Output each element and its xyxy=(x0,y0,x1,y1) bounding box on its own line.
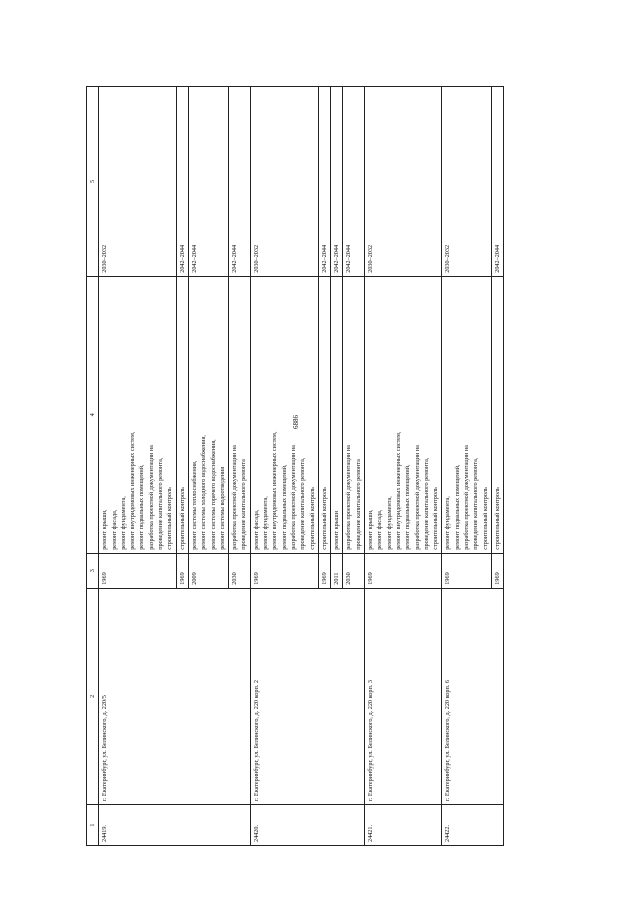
work-item: строительный контроль xyxy=(432,487,440,550)
year-cell: 2011 xyxy=(331,553,343,588)
work-item: проведение капитального ремонта, xyxy=(299,457,307,550)
work-item: разработка проектной документации на xyxy=(345,445,353,550)
record-number: 24420. xyxy=(250,805,364,846)
work-item: ремонт фундамента, xyxy=(119,496,127,550)
year-cell: 2030 xyxy=(229,553,251,588)
work-item: строительный контроль xyxy=(178,487,186,550)
header-col-4: 4 xyxy=(87,276,99,553)
repair-plan-table-wrapper xyxy=(86,86,594,846)
building-address: г. Екатеринбург, ул. Белинского, д. 220 корп. 3 xyxy=(365,588,442,804)
work-item: ремонт фундамента, xyxy=(262,496,270,550)
year-cell: 1969 xyxy=(491,553,503,588)
page-number: 6886 xyxy=(292,415,300,429)
work-item: ремонт системы водоотведения xyxy=(218,466,226,550)
year-cell: 2030 xyxy=(343,553,365,588)
works-cell xyxy=(365,276,442,553)
work-item: ремонт фасада, xyxy=(252,509,260,550)
work-item: строительный контроль xyxy=(493,487,501,550)
work-item: строительный контроль xyxy=(320,487,328,550)
work-item: ремонт подвальных помещений, xyxy=(453,464,461,550)
work-item: строительный контроль xyxy=(308,487,316,550)
period-cell: 2030–2032 xyxy=(365,87,442,277)
header-col-5: 5 xyxy=(87,87,99,277)
work-item: ремонт внутридомовых инженерных систем, xyxy=(394,431,402,550)
building-address: г. Екатеринбург, ул. Белинского, д. 220 корп. 6 xyxy=(442,588,504,804)
work-item: строительный контроль xyxy=(481,487,489,550)
period-cell: 2042–2044 xyxy=(318,87,330,277)
year-cell: 2009 xyxy=(188,553,228,588)
period-cell: 2030–2032 xyxy=(442,87,491,277)
building-address: г. Екатеринбург, ул. Белинского, д. 220/5 xyxy=(99,588,250,804)
works-cell xyxy=(250,276,318,553)
work-item: разработка проектной документации на xyxy=(289,445,297,550)
work-item: ремонт внутридомовых инженерных систем, xyxy=(271,431,279,550)
work-item: разработка проектной документации на xyxy=(413,445,421,550)
works-cell xyxy=(331,276,343,553)
work-item: ремонт крыши, xyxy=(367,509,375,550)
table-row xyxy=(250,87,318,846)
work-item: ремонт фундамента, xyxy=(385,496,393,550)
work-item: ремонт крыши, xyxy=(101,509,109,550)
table-row xyxy=(365,87,442,846)
period-cell: 2042–2044 xyxy=(176,87,188,277)
table-row xyxy=(442,87,491,846)
work-item: ремонт фасада, xyxy=(376,509,384,550)
period-cell: 2042–2044 xyxy=(331,87,343,277)
work-item: проведение капитального ремонта, xyxy=(157,457,165,550)
work-item: ремонт системы горячего водоснабжения, xyxy=(209,439,217,550)
table-body xyxy=(99,87,504,846)
work-item: разработка проектной документации на xyxy=(147,445,155,550)
work-item: проведение капитального ремонта, xyxy=(422,457,430,550)
year-cell: 1969 xyxy=(176,553,188,588)
record-number: 24419. xyxy=(99,805,250,846)
header-col-1: 1 xyxy=(87,805,99,846)
work-item: ремонт подвальных помещений, xyxy=(138,464,146,550)
work-item: ремонт фасада, xyxy=(110,509,118,550)
record-number: 24421. xyxy=(365,805,442,846)
period-cell: 2030–2032 xyxy=(99,87,176,277)
work-item: строительный контроль xyxy=(166,487,174,550)
year-cell: 1969 xyxy=(365,553,442,588)
work-item: ремонт системы холодного водоснабжения, xyxy=(200,435,208,550)
table-row xyxy=(99,87,176,846)
work-item: ремонт системы теплоснабжения, xyxy=(190,460,198,550)
works-cell xyxy=(176,276,188,553)
work-item: разработка проектной документации на xyxy=(462,445,470,550)
period-cell: 2042–2044 xyxy=(188,87,228,277)
work-item: ремонт фундамента, xyxy=(444,496,452,550)
works-cell xyxy=(229,276,251,553)
work-item: проведение капитального ремонта xyxy=(240,459,248,550)
works-cell xyxy=(442,276,491,553)
period-cell: 2042–2044 xyxy=(343,87,365,277)
period-cell: 2042–2044 xyxy=(491,87,503,277)
work-item: ремонт внутридомовых инженерных систем, xyxy=(129,431,137,550)
works-cell xyxy=(99,276,176,553)
header-row xyxy=(87,87,99,846)
works-cell xyxy=(188,276,228,553)
work-item: ремонт подвальных помещений, xyxy=(404,464,412,550)
work-item: разработка проектной документации на xyxy=(231,445,239,550)
period-cell: 2042–2044 xyxy=(229,87,251,277)
work-item: ремонт крыши xyxy=(333,511,341,550)
period-cell: 2030–2032 xyxy=(250,87,318,277)
work-item: проведение капитального ремонта xyxy=(354,459,362,550)
year-cell: 1969 xyxy=(318,553,330,588)
building-address: г. Екатеринбург, ул. Белинского, д. 220 корп. 2 xyxy=(250,588,364,804)
repair-plan-table xyxy=(86,86,504,846)
work-item: ремонт подвальных помещений, xyxy=(280,464,288,550)
header-col-2: 2 xyxy=(87,588,99,804)
year-cell: 1969 xyxy=(442,553,491,588)
record-number: 24422. xyxy=(442,805,504,846)
works-cell xyxy=(318,276,330,553)
works-cell xyxy=(343,276,365,553)
work-item: проведение капитального ремонта, xyxy=(472,457,480,550)
year-cell: 1969 xyxy=(250,553,318,588)
works-cell xyxy=(491,276,503,553)
year-cell: 1969 xyxy=(99,553,176,588)
header-col-3: 3 xyxy=(87,553,99,588)
